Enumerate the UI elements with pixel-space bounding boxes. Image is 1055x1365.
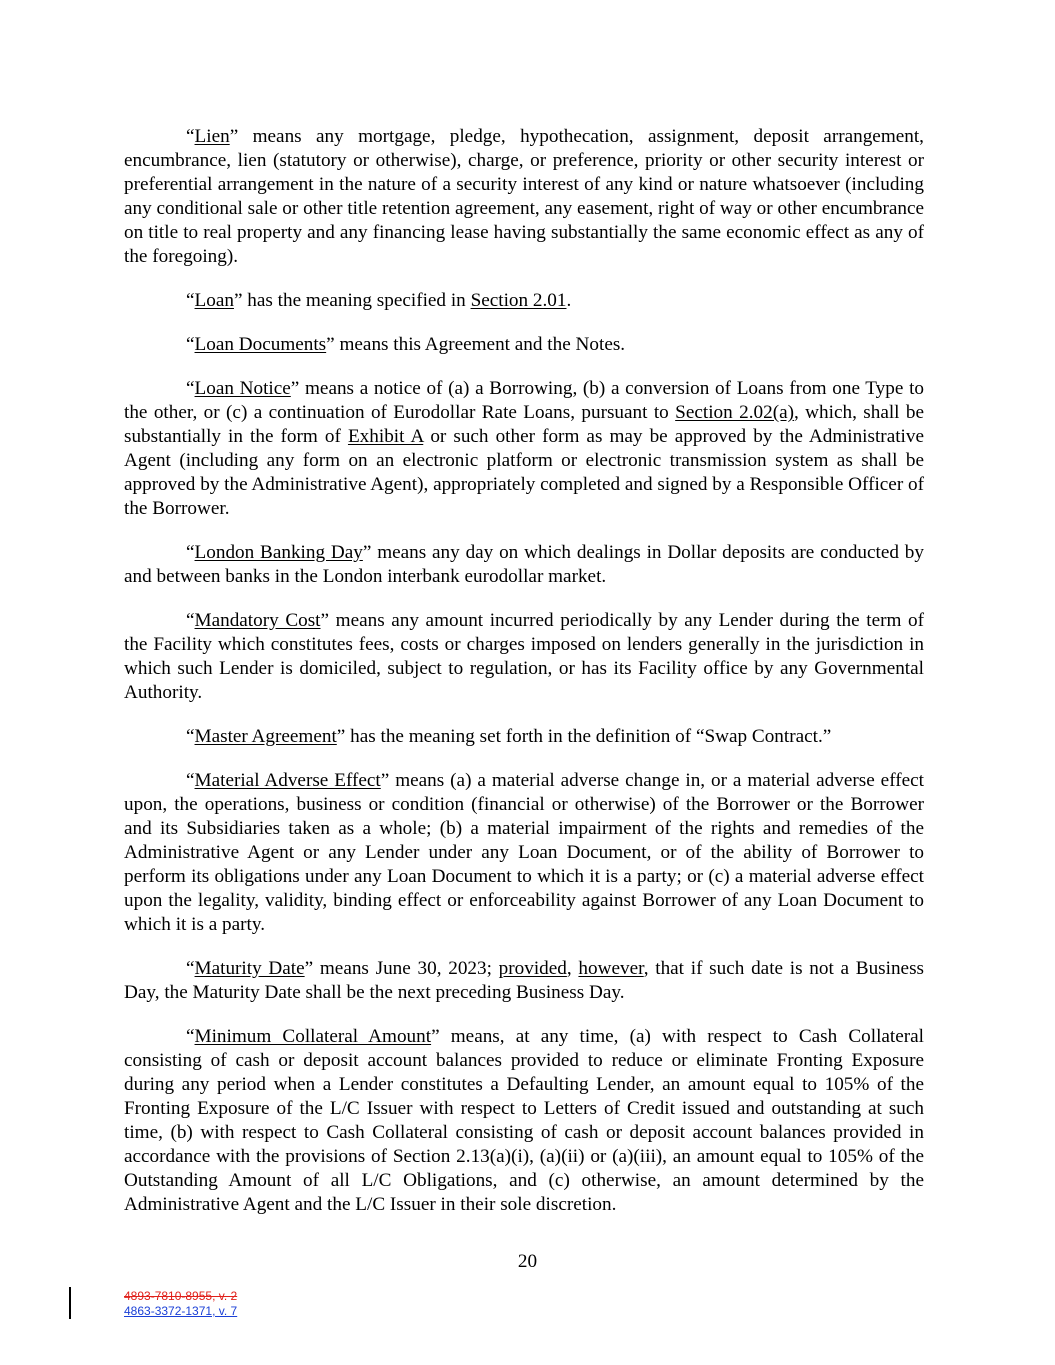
defined-term: Minimum Collateral Amount xyxy=(194,1026,432,1047)
definition-minimum-collateral-amount: “Minimum Collateral Amount” means, at any time, (a) with respect to Cash Collateral consisting of cash or deposit account balances provided to reduce or eliminate Fronting Exposure during any period when a Lender constitutes a Defaulting Lender, an amount equal to 105% of the Fronting Exposure of the L/C Issuer with respect to Letters of Credit issued and outstanding at such time, (b) with respect to Cash Collateral consisting of cash or deposit account balances provided in accordance with the provisions of Section 2.13(a)(i), (a)(ii) or (a)(iii), an amount equal to 105% of the Outstanding Amount of all L/C Obligations, and (c) otherwise, an amount determined by the Administrative Agent and the L/C Issuer in their sole discretion. xyxy=(124,1026,924,1215)
page-number: 20 xyxy=(517,1251,538,1272)
definition-mandatory-cost: “Mandatory Cost” means any amount incurred periodically by any Lender during the term of the Facility which constitutes fees, costs or charges imposed on lenders generally in the jurisdiction in which such Lender is domiciled, subject to regulation, or has its Facility office by any Governmental Authority. xyxy=(124,610,924,703)
doc-id-inserted: 4863-3372-1371, v. 7 xyxy=(124,1304,238,1318)
defined-term: Loan Documents xyxy=(194,334,327,355)
definition-body: means any amount incurred periodically by any Lender during the term of the Facility which constitutes fees, costs or charges imposed on lenders generally in the jurisdiction in which such Lender is domiciled, subject to regulation, or has its Facility office by any Governmental Authority. xyxy=(124,610,924,703)
defined-term: Maturity Date xyxy=(194,958,305,979)
defined-term: Material Adverse Effect xyxy=(194,770,381,791)
definition-body: means any mortgage, pledge, hypothecation, assignment, deposit arrangement, encumbrance, lien (statutory or otherwise), charge, or preference, priority or other security interest or preferential arrangement in the nature of a security interest of any kind or nature whatsoever (including any conditional sale or other title retention agreement, any easement, right of way or other encumbrance on title to real property and any financing lease having substantially the same economic effect as any of the foregoing). xyxy=(124,126,924,267)
definition-body: means this Agreement and the Notes. xyxy=(339,334,626,355)
definition-body: has the meaning specified in xyxy=(247,290,466,311)
definition-lien: “Lien” means any mortgage, pledge, hypothecation, assignment, deposit arrangement, encumbrance, lien (statutory or otherwise), charge, or preference, priority or other security interest or preferential arrangement in the nature of a security interest of any kind or nature whatsoever (including any conditional sale or other title retention agreement, any easement, right of way or other encumbrance on title to real property and any financing lease having substantially the same economic effect as any of the foregoing). xyxy=(124,126,924,267)
revision-change-bar xyxy=(69,1287,71,1319)
proviso-provided: provided xyxy=(498,958,567,979)
definition-london-banking-day: “London Banking Day” means any day on which dealings in Dollar deposits are conducted by and between banks in the London interbank eurodollar market. xyxy=(124,542,924,587)
definition-body: means any day on which dealings in Dollar deposits are conducted by and between banks in the London interbank eurodollar market. xyxy=(124,542,924,587)
definition-body: has the meaning set forth in the definition of “Swap Contract.” xyxy=(350,726,832,747)
defined-term: Mandatory Cost xyxy=(194,610,321,631)
proviso-however: however xyxy=(578,958,644,979)
definition-body: means a notice of (a) a Borrowing, (b) a conversion of Loans from one Type to the other, or (c) a continuation of Eurodollar Rate Loans, pursuant to xyxy=(124,378,924,423)
definition-body: means (a) a material adverse change in, or a material adverse effect upon, the operations, business or condition (financial or otherwise) of the Borrower or the Borrower and its Subsidiaries taken as a whole; (b) a material impairment of the rights and remedies of the Administrative Agent or any Lender under any Loan Document, or of the ability of Borrower to perform its obligations under any Loan Document to which it is a party; or (c) a material adverse effect upon the legality, validity, binding effect or enforceability against Borrower of any Loan Document to which it is a party. xyxy=(124,770,924,935)
section-reference: Section 2.02(a) xyxy=(675,402,794,423)
defined-term: Master Agreement xyxy=(194,726,337,747)
definition-master-agreement: “Master Agreement” has the meaning set forth in the definition of “Swap Contract.” xyxy=(186,726,832,747)
definition-maturity-date: “Maturity Date” means June 30, 2023; provided, however, that if such date is not a Business Day, the Maturity Date shall be the next preceding Business Day. xyxy=(124,958,925,1003)
definition-loan: “Loan” has the meaning specified in Section 2.01. xyxy=(186,290,572,311)
section-reference: Section 2.01 xyxy=(470,290,567,311)
definition-body: means, at any time, (a) with respect to Cash Collateral consisting of cash or deposit account balances provided to reduce or eliminate Fronting Exposure during any period when a Lender constitutes a Defaulting Lender, an amount equal to 105% of the Fronting Exposure of the L/C Issuer with respect to Letters of Credit issued and outstanding at such time, (b) with respect to Cash Collateral consisting of cash or deposit account balances provided in accordance with the provisions of Section 2.13(a)(i), (a)(ii) or (a)(iii), an amount equal to 105% of the Outstanding Amount of all L/C Obligations, and (c) otherwise, an amount determined by the Administrative Agent and the L/C Issuer in their sole discretion. xyxy=(124,1026,924,1215)
doc-id-deleted: 4893-7810-8955, v. 2 xyxy=(124,1289,238,1303)
defined-term: London Banking Day xyxy=(194,542,363,563)
exhibit-reference: Exhibit A xyxy=(347,426,424,447)
definition-material-adverse-effect: “Material Adverse Effect” means (a) a material adverse change in, or a material adverse effect upon, the operations, business or condition (financial or otherwise) of the Borrower or the Borrower and its Subsidiaries taken as a whole; (b) a material impairment of the rights and remedies of the Administrative Agent or any Lender under any Loan Document, or of the ability of Borrower to perform its obligations under any Loan Document to which it is a party; or (c) a material adverse effect upon the legality, validity, binding effect or enforceability against Borrower of any Loan Document to which it is a party. xyxy=(124,770,924,935)
definition-loan-documents: “Loan Documents” means this Agreement and the Notes. xyxy=(186,334,626,355)
defined-term: Lien xyxy=(194,126,230,147)
definition-body: means June 30, 2023; xyxy=(319,958,492,979)
definition-loan-notice: “Loan Notice” means a notice of (a) a Borrowing, (b) a conversion of Loans from one Type to the other, or (c) a continuation of Eurodollar Rate Loans, pursuant to Section 2.02(a), which, shall be substantially in the form of Exhibit A or such other form as may be approved by the Administrative Agent (including any form on an electronic platform or electronic transmission system as shall be approved by the Administrative Agent), appropriately completed and signed by a Responsible Officer of the Borrower. xyxy=(124,378,925,519)
defined-term: Loan xyxy=(194,290,234,311)
defined-term: Loan Notice xyxy=(194,378,291,399)
